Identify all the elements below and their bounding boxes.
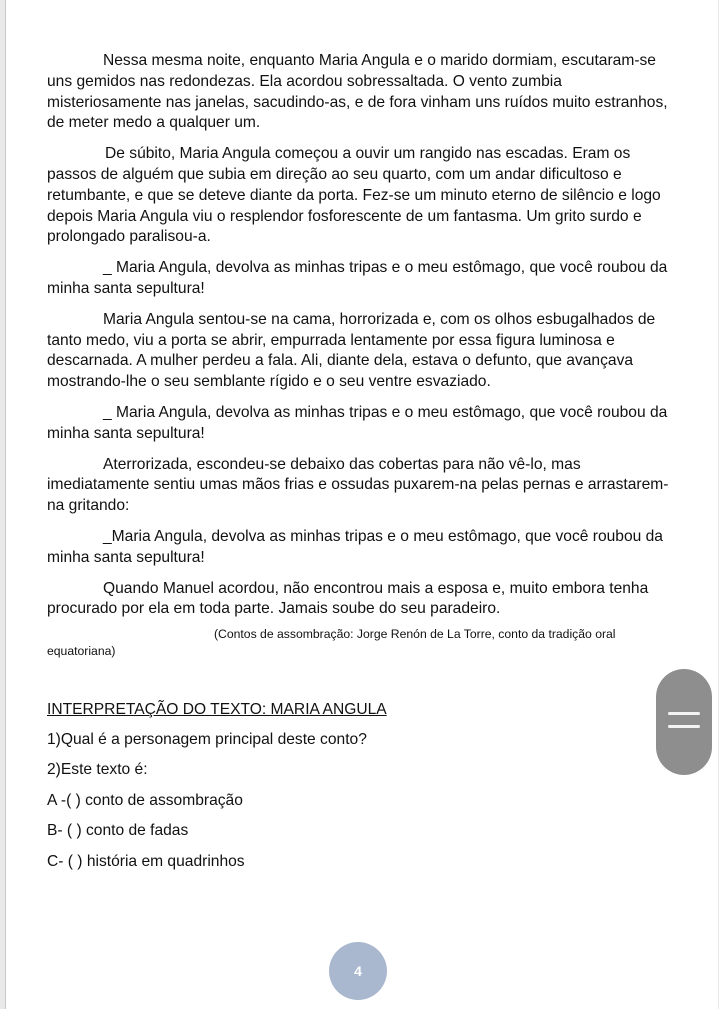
scroll-handle[interactable]: [656, 669, 712, 775]
grip-line-icon: [668, 725, 700, 728]
source-citation-line2: equatoriana): [47, 644, 116, 659]
option-b[interactable]: B- ( ) conto de fadas: [47, 822, 189, 840]
story-paragraph: _Maria Angula, devolva as minhas tripas e o meu estômago, que você roubou da minha santa sepultura!: [47, 527, 663, 566]
document-content: [47, 51, 677, 873]
story-paragraph: _ Maria Angula, devolva as minhas tripas e o meu estômago, que você roubou da minha santa sepultura!: [47, 403, 668, 442]
story-paragraph: Quando Manuel acordou, não encontrou mais a esposa e, muito embora tenha procurado por ela em toda parte. Jamais soube do seu paradeiro.: [47, 579, 649, 618]
question-2: 2)Este texto é:: [47, 760, 148, 778]
question-1: 1)Qual é a personagem principal deste conto?: [47, 730, 367, 748]
option-c[interactable]: C- ( ) história em quadrinhos: [47, 853, 245, 871]
story-paragraph: De súbito, Maria Angula começou a ouvir um rangido nas escadas. Eram os passos de alguém que subia em direção ao seu quarto, com um andar dificultoso e retumbante, e que se deteve diante da porta. Fez-se um minuto eterno de silêncio e logo depois Maria Angula viu o resplendor fosforescente de um fantasma. Um grito surdo e prolongado paralisou-a.: [47, 145, 661, 246]
document-page: [5, 0, 718, 1009]
story-paragraph: Aterrorizada, escondeu-se debaixo das cobertas para não vê-lo, mas imediatamente sentiu umas mãos frias e ossudas puxarem-na pelas pernas e arrastarem-na gritando:: [47, 455, 669, 515]
option-a[interactable]: A -( ) conto de assombração: [47, 791, 243, 809]
story-paragraph: Nessa mesma noite, enquanto Maria Angula e o marido dormiam, escutaram-se uns gemidos nas redondezas. Ela acordou sobressaltada. O vento zumbia misteriosamente nas janelas, sacudindo-as, e de fora vinham uns ruídos muito estranhos, de meter medo a qualquer um.: [47, 52, 668, 132]
exercise-title: INTERPRETAÇÃO DO TEXTO: MARIA ANGULA: [47, 701, 387, 719]
story-paragraph: _ Maria Angula, devolva as minhas tripas e o meu estômago, que você roubou da minha santa sepultura!: [47, 259, 668, 297]
grip-line-icon: [668, 712, 700, 715]
story-paragraph: Maria Angula sentou-se na cama, horrorizada e, com os olhos esbugalhados de tanto medo, viu a porta se abrir, empurrada lentamente por essa figura luminosa e descarnada. A mulher perdeu a fala. Ali, diante dela, estava o defunto, que avançava mostrando-lhe o seu semblante rígido e o seu ventre esvaziado.: [47, 310, 656, 391]
page-number-badge: 4: [329, 942, 387, 1000]
source-citation: [47, 626, 677, 660]
source-citation-line1: (Contos de assombração: Jorge Renón de La Torre, conto da tradição oral: [214, 627, 616, 642]
